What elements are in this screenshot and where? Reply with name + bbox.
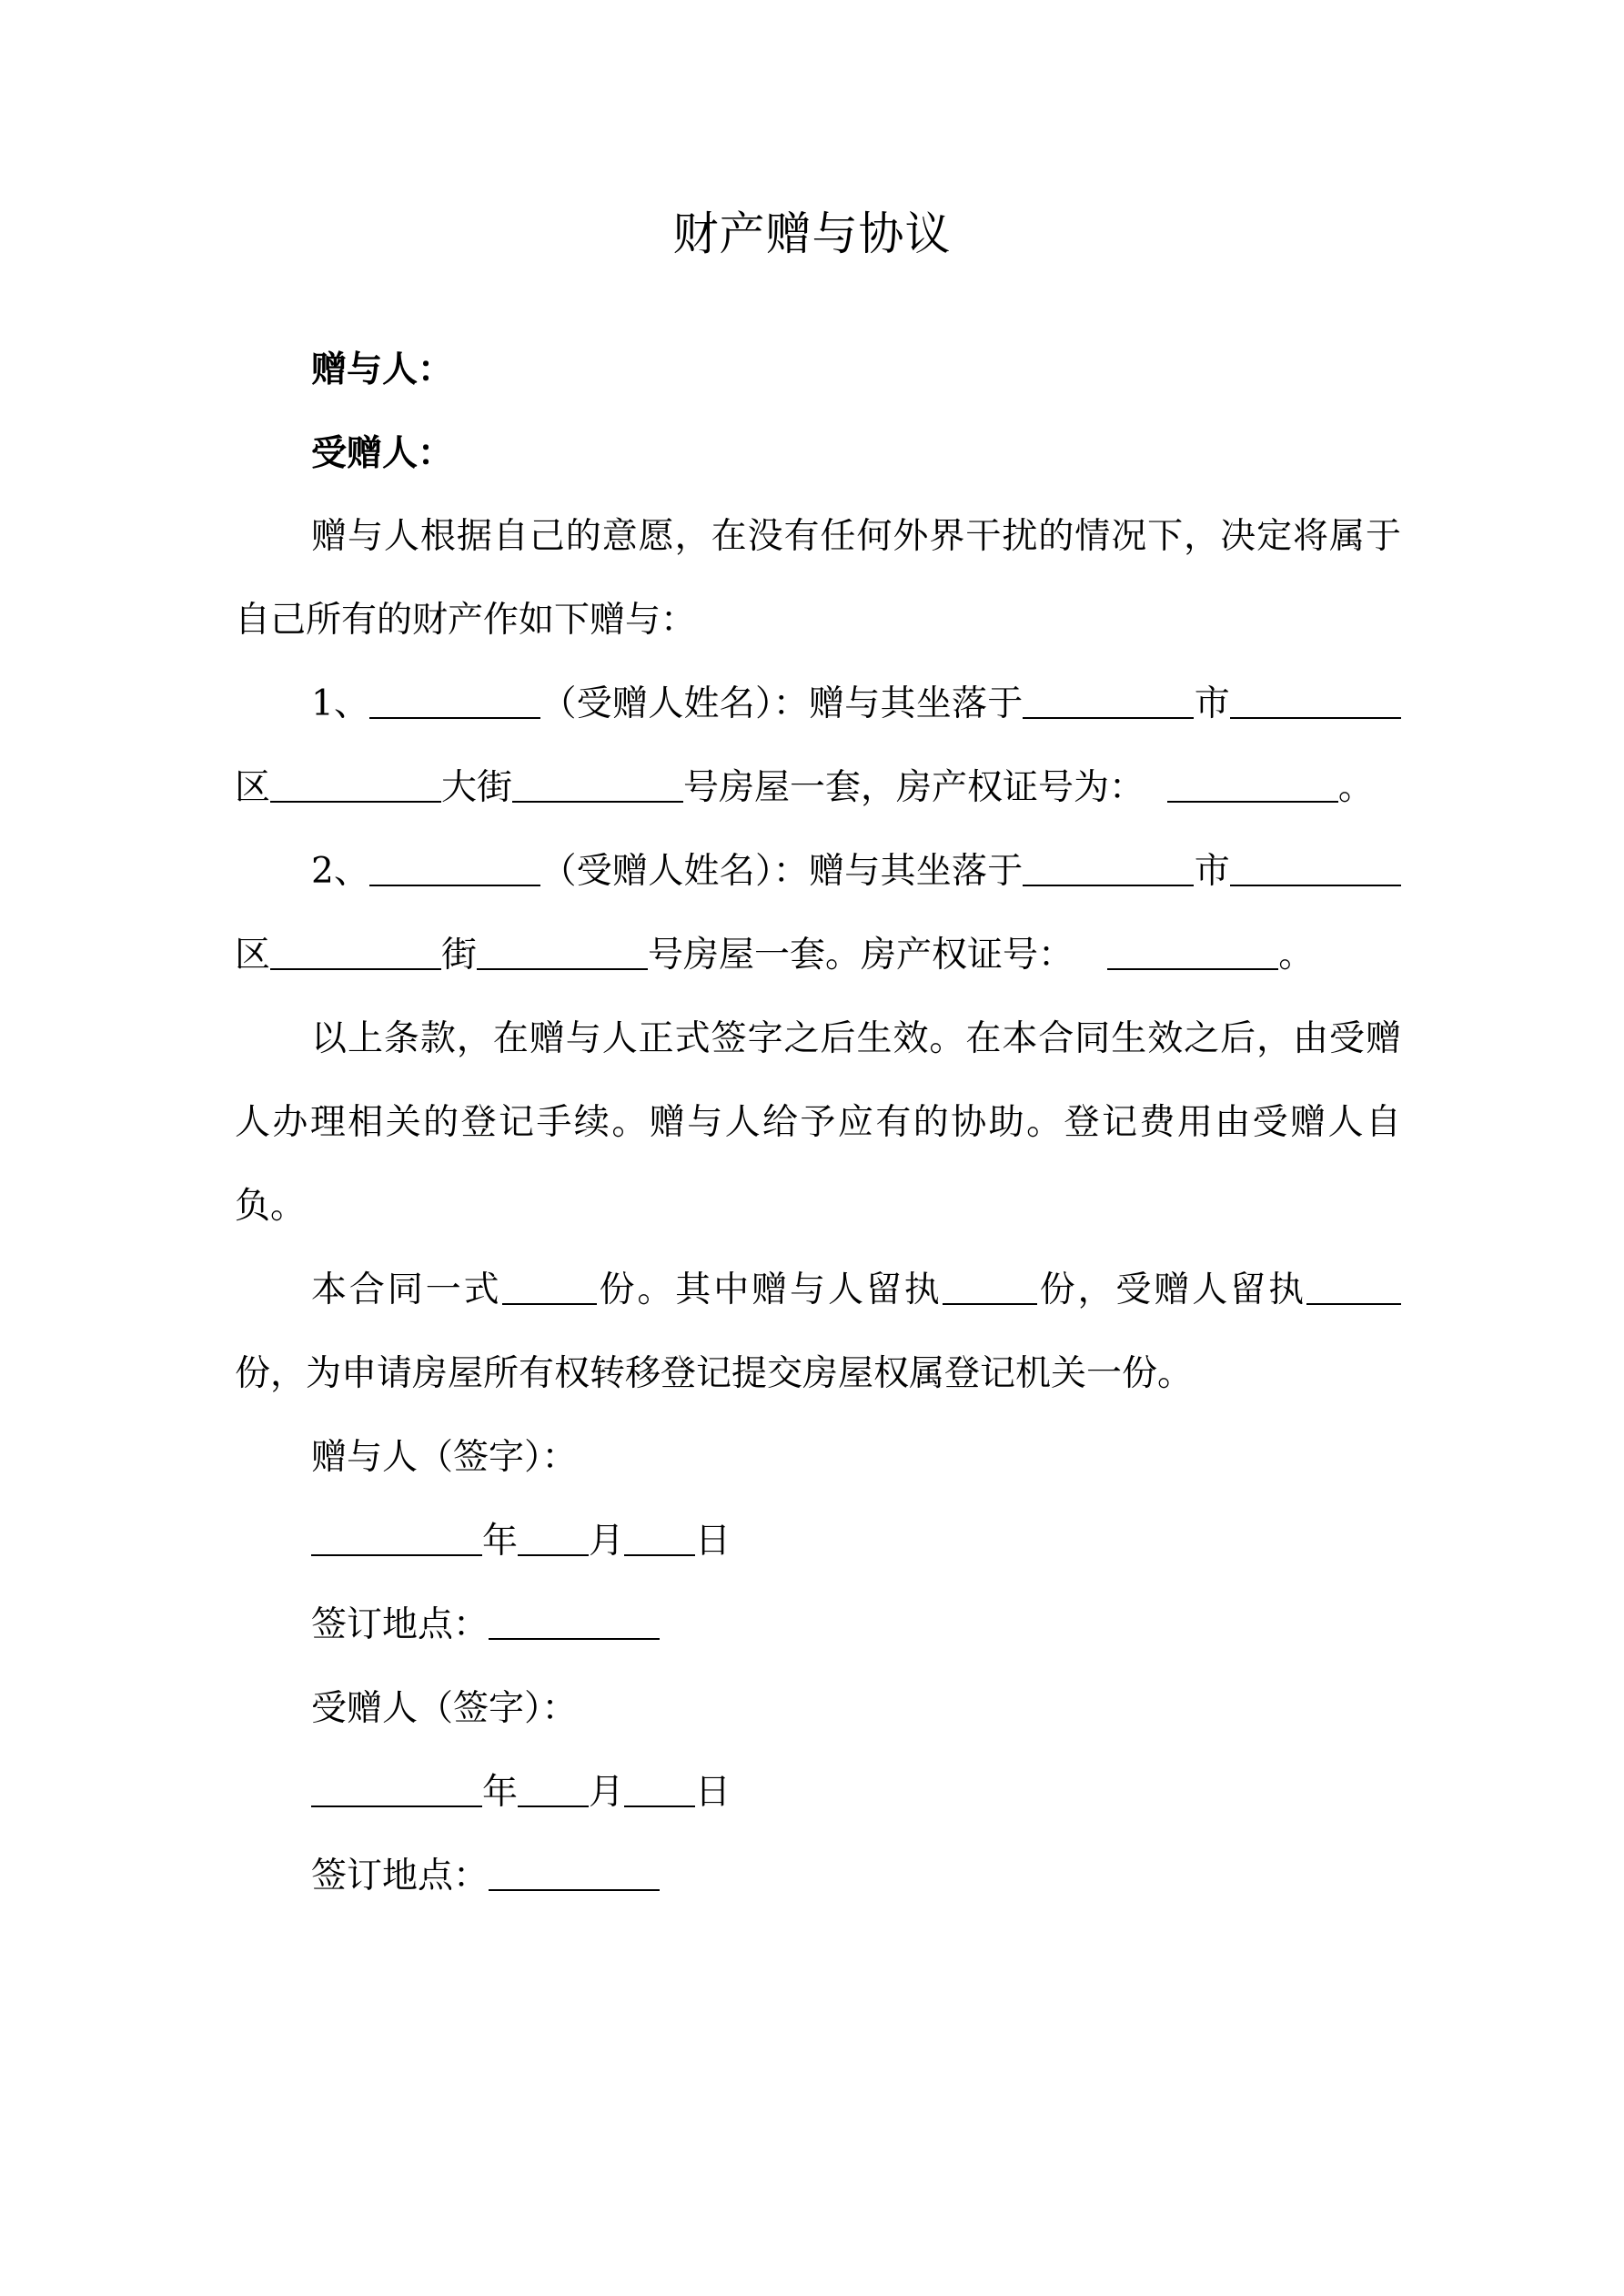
item2-city-blank xyxy=(1023,852,1194,886)
donee-month-blank xyxy=(518,1773,589,1807)
item1-text: ：赠与其坐落于 xyxy=(772,683,1024,724)
donee-place-blank xyxy=(489,1856,660,1891)
donee-date-line xyxy=(235,1751,1401,1835)
item2-district-blank xyxy=(1230,852,1401,886)
donor-year: 年 xyxy=(482,1521,519,1562)
item2-donee-name-blank xyxy=(369,852,540,886)
donee-place-label: 签订地点： xyxy=(311,1856,489,1896)
copies-a: 本合同一式 xyxy=(311,1269,502,1310)
donee-year: 年 xyxy=(482,1772,519,1813)
copies-donor-blank xyxy=(943,1270,1037,1305)
donor-year-blank xyxy=(311,1522,482,1556)
item1-street: 大街 xyxy=(441,767,513,808)
item1-donee-name-blank xyxy=(369,684,540,719)
gift-item-2 xyxy=(235,830,1401,997)
donor-place-blank xyxy=(489,1605,660,1640)
item1-city-blank xyxy=(1023,684,1194,719)
item1-street-blank xyxy=(270,768,441,803)
donor-place-line xyxy=(235,1583,1401,1667)
item2-city: 市 xyxy=(1194,851,1230,892)
donee-signature-label: 受赠人（签字）： xyxy=(311,1688,578,1729)
item2-end: 。 xyxy=(1278,935,1315,976)
copies-donee-blank xyxy=(1306,1270,1401,1305)
item2-district: 区 xyxy=(235,935,271,976)
item1-city: 市 xyxy=(1194,683,1230,724)
item1-number: 1、 xyxy=(311,683,370,724)
item2-certificate-blank xyxy=(1107,936,1278,970)
copies-b: 份。其中赠与人留执 xyxy=(596,1269,943,1310)
document-title: 财产赠与协议 xyxy=(672,207,952,260)
item2-house-number-blank xyxy=(477,936,648,970)
item1-district: 区 xyxy=(235,767,271,808)
donor-signature-label: 赠与人（签字）： xyxy=(311,1437,578,1478)
item2-street: 街 xyxy=(441,935,478,976)
item1-house-number-blank xyxy=(512,768,683,803)
document-body xyxy=(235,328,1401,1918)
donee-place-line xyxy=(235,1835,1401,1918)
donor-label: 赠与人： xyxy=(311,349,454,390)
donor-date-line xyxy=(235,1500,1401,1583)
item2-street-blank xyxy=(270,936,441,970)
donor-day: 日 xyxy=(695,1521,731,1562)
donee-year-blank xyxy=(311,1773,482,1807)
item1-name-hint: （受赠人姓名） xyxy=(540,683,773,724)
item1-certificate-blank xyxy=(1167,768,1338,803)
donor-month-blank xyxy=(518,1522,589,1556)
copies-d: 份，为申请房屋所有权转移登记提交房屋权属登记机关一份。 xyxy=(235,1353,1194,1394)
donee-label: 受赠人： xyxy=(311,432,454,474)
item1-end: 。 xyxy=(1337,767,1374,808)
item2-text: ：赠与其坐落于 xyxy=(772,851,1024,892)
donor-place-label: 签订地点： xyxy=(311,1604,489,1645)
copies-total-blank xyxy=(502,1270,597,1305)
donee-day-blank xyxy=(624,1773,695,1807)
gift-item-1 xyxy=(235,663,1401,830)
item2-name-hint: （受赠人姓名） xyxy=(540,851,773,892)
donee-day: 日 xyxy=(695,1772,731,1813)
copies-paragraph xyxy=(235,1249,1401,1416)
donor-month: 月 xyxy=(589,1521,625,1562)
item2-house: 号房屋一套。房产权证号： xyxy=(648,935,1074,976)
copies-c: 份，受赠人留执 xyxy=(1036,1269,1306,1310)
item2-number: 2、 xyxy=(311,851,370,892)
donee-month: 月 xyxy=(589,1772,625,1813)
intro-part2: 属于自己所有的财产作如下赠与： xyxy=(235,516,1401,641)
item1-district-blank xyxy=(1230,684,1401,719)
terms-paragraph: 以上条款，在赠与人正式签字之后生效。在本合同生效之后，由受赠人办理相关的登记手续。赠与人给予应有的协助。登记费用由受赠人自负。 xyxy=(235,1018,1401,1227)
item1-house: 号房屋一套，房产权证号为： xyxy=(683,767,1145,808)
intro-paragraph xyxy=(235,495,1401,663)
intro-part1: 赠与人根据自己的意愿，在没有任何外界干扰的情况下，决定将 xyxy=(311,516,1330,557)
donor-day-blank xyxy=(624,1522,695,1556)
